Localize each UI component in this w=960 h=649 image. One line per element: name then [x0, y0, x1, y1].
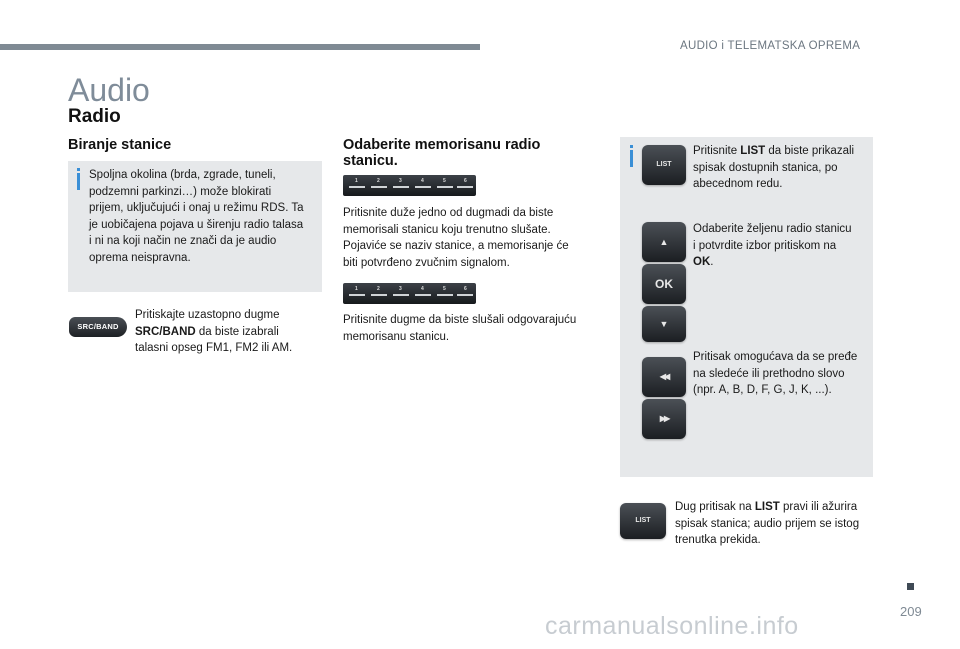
- preset-5-label: 5: [443, 286, 446, 292]
- preset-store-text: Pritisnite duže jedno od dugmadi da biste memorisali stanicu koju trenutno slušate. Pojaviće se naziv stanice, a memorisanje će biti potvrđeno zvučnim signalom.: [343, 207, 569, 269]
- preset-6-label: 6: [464, 178, 467, 184]
- preset-1-button[interactable]: [349, 186, 365, 188]
- list-text: Pritisnite LIST da biste prikazali spisak dostupnih stanica, po abecednom redu.: [693, 145, 855, 190]
- info-icon: [77, 173, 80, 190]
- preset-6-button[interactable]: [457, 186, 473, 188]
- fast-forward-icon: ▶▶: [659, 414, 669, 423]
- down-arrow-button[interactable]: [642, 306, 686, 342]
- col2-heading: Odaberite memorisanu radio stanicu.: [343, 137, 541, 169]
- list-button[interactable]: LIST: [642, 145, 686, 185]
- ok-text: Odaberite željenu radio stanicu i potvrdite izbor pritiskom na OK.: [693, 223, 852, 268]
- list-button-long-press[interactable]: LIST: [620, 503, 666, 539]
- skip-text: Pritisak omogućava da se pređe na sledeće ili prethodno slovo (npr. A, B, D, F, G, J, K, ...).: [693, 351, 858, 396]
- preset-3-button[interactable]: [393, 294, 409, 296]
- list-long-press-text: Dug pritisak na LIST pravi ili ažurira spisak stanica; audio prijem se istog trenutka prekida.: [675, 501, 860, 546]
- preset-1-label: 1: [355, 286, 358, 292]
- ok-button[interactable]: OK: [642, 264, 686, 304]
- watermark: carmanualsonline.info: [545, 612, 799, 640]
- rewind-button[interactable]: [642, 357, 686, 397]
- preset-1-button[interactable]: [349, 294, 365, 296]
- preset-6-label: 6: [464, 286, 467, 292]
- header-bar: [0, 44, 480, 50]
- preset-5-label: 5: [443, 178, 446, 184]
- src-band-text: Pritiskajte uzastopno dugme SRC/BAND da biste izabrali talasni opseg FM1, FM2 ili AM.: [135, 309, 293, 354]
- section-title: AUDIO i TELEMATSKA OPREMA: [680, 40, 861, 52]
- up-arrow-button[interactable]: [642, 222, 686, 262]
- page-number: 209: [900, 604, 922, 619]
- preset-keypad-2[interactable]: [343, 283, 476, 304]
- src-band-button[interactable]: SRC/BAND: [69, 317, 127, 337]
- rewind-icon: ◀◀: [659, 372, 669, 381]
- page-title: Audio: [68, 72, 150, 108]
- preset-3-button[interactable]: [393, 186, 409, 188]
- preset-keypad[interactable]: [343, 175, 476, 196]
- navigation-box: [620, 137, 873, 477]
- preset-2-button[interactable]: [371, 186, 387, 188]
- preset-recall-text: Pritisnite dugme da biste slušali odgovarajuću memorisanu stanicu.: [343, 314, 577, 343]
- preset-4-button[interactable]: [415, 186, 431, 188]
- preset-1-label: 1: [355, 178, 358, 184]
- preset-4-button[interactable]: [415, 294, 431, 296]
- col1-heading: Biranje stanice: [68, 137, 172, 153]
- fast-forward-button[interactable]: [642, 399, 686, 439]
- preset-6-button[interactable]: [457, 294, 473, 296]
- preset-2-button[interactable]: [371, 294, 387, 296]
- info-box: [68, 161, 322, 292]
- preset-3-label: 3: [399, 178, 402, 184]
- info-icon: [630, 150, 633, 167]
- preset-4-label: 4: [421, 178, 424, 184]
- preset-2-label: 2: [377, 178, 380, 184]
- preset-5-button[interactable]: [437, 186, 453, 188]
- preset-3-label: 3: [399, 286, 402, 292]
- preset-4-label: 4: [421, 286, 424, 292]
- preset-2-label: 2: [377, 286, 380, 292]
- preset-5-button[interactable]: [437, 294, 453, 296]
- info-text: Spoljna okolina (brda, zgrade, tuneli, podzemni parkinzi…) može blokirati prijem, uključujući i onaj u režimu RDS. Ta je uobičajena pojava u širenju radio talasa i ni na koji način ne znači da je audio oprema neispravna.: [89, 169, 304, 264]
- down-arrow-icon: ▼: [659, 319, 669, 329]
- up-arrow-icon: ▲: [659, 237, 669, 247]
- page-marker: [907, 583, 914, 590]
- section-heading: Radio: [68, 106, 121, 127]
